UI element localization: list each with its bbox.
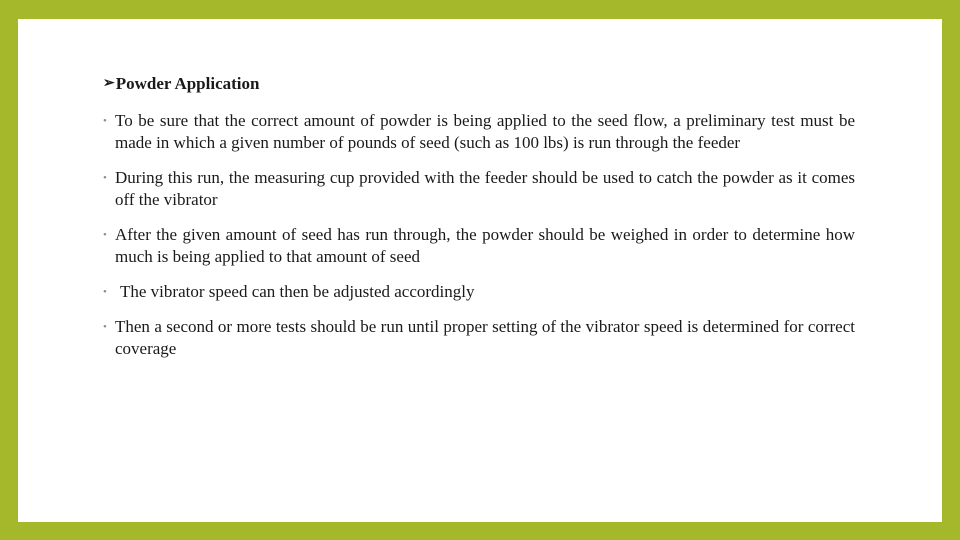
- list-item-text: During this run, the measuring cup provided with the feeder should be used to catch the powder as it comes off the vibrator: [115, 168, 855, 209]
- list-item: [103, 224, 855, 268]
- arrow-bullet-icon: ➢: [103, 76, 115, 91]
- list-item-text: Then a second or more tests should be run until proper setting of the vibrator speed is determined for correct coverage: [115, 317, 855, 358]
- dot-bullet-icon: •: [103, 229, 107, 241]
- dot-bullet-icon: •: [103, 115, 107, 127]
- bullet-list: [103, 110, 855, 373]
- list-item-text: The vibrator speed can then be adjusted accordingly: [120, 282, 475, 301]
- list-item: [103, 316, 855, 360]
- list-item: [103, 167, 855, 211]
- list-item: [103, 281, 855, 303]
- heading-text: Powder Application: [115, 74, 260, 93]
- list-item-text: After the given amount of seed has run through, the powder should be weighed in order to determine how much is being applied to that amount of seed: [115, 225, 855, 266]
- dot-bullet-icon: •: [103, 321, 107, 333]
- dot-bullet-icon: •: [103, 286, 107, 298]
- dot-bullet-icon: •: [103, 172, 107, 184]
- slide-heading: [103, 74, 259, 94]
- list-item-text: To be sure that the correct amount of powder is being applied to the seed flow, a preliminary test must be made in which a given number of pounds of seed (such as 100 lbs) is run through the feeder: [115, 111, 855, 152]
- list-item: [103, 110, 855, 154]
